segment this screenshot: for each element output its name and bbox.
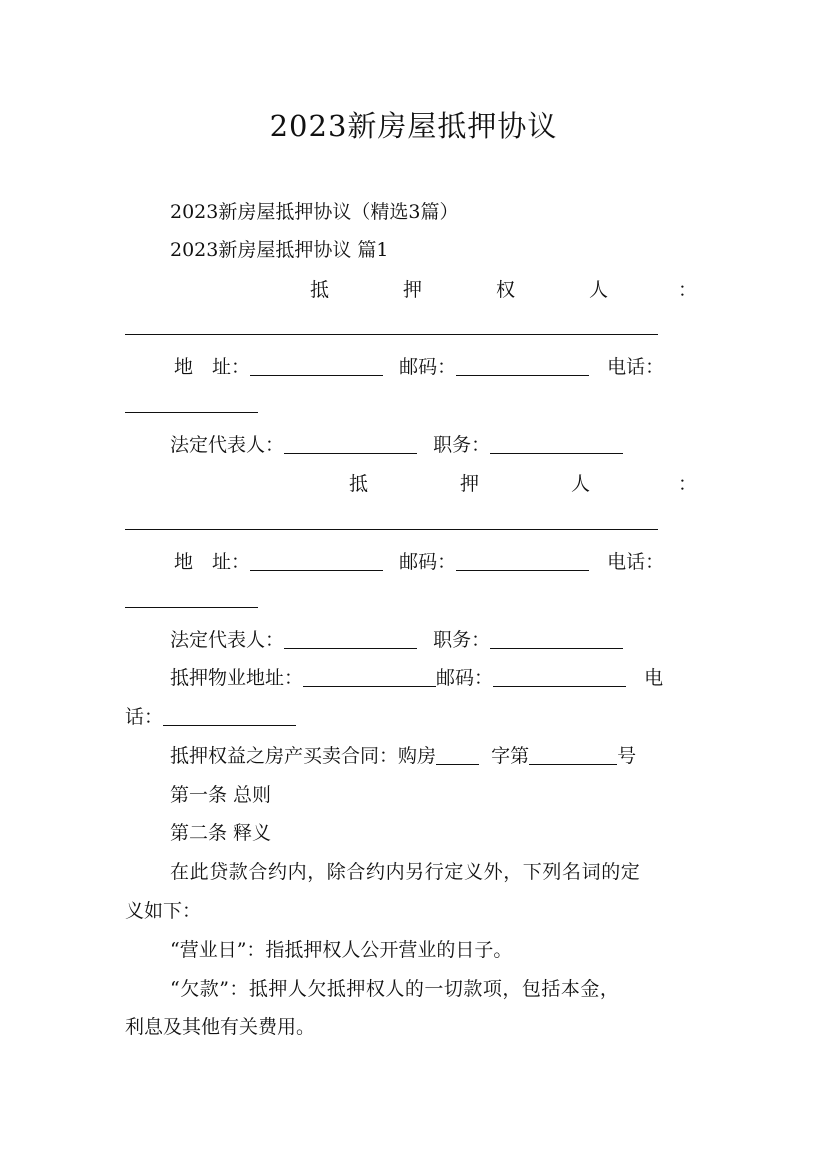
mortgagor-legal-line [170,627,623,653]
duty-label: 职务： [433,434,491,456]
phone-label: 电话： [607,356,665,378]
mortgagor-char-3: 人 [571,473,591,495]
address-blank-2 [250,551,383,571]
contract-blank-1 [436,745,479,765]
definition-line-2: 义如下： [125,900,202,922]
contract-line [170,743,636,769]
definition-line-1: 在此贷款合约内，除合约内另行定义外，下列名词的定 [170,861,641,883]
postcode-blank [456,356,589,376]
mortgagee-char-1: 抵 [310,279,330,301]
mortgagor-char-1: 抵 [349,473,369,495]
phone-blank-2 [125,607,258,608]
mortgagee-char-2: 押 [403,279,423,301]
term-business-day: “营业日”：指抵押权人公开营业的日子。 [170,939,513,961]
legal-rep-label-2: 法定代表人： [170,629,285,651]
duty-blank-2 [490,629,623,649]
mortgagee-blank-line [125,334,658,335]
property-postcode-label: 邮码： [436,667,494,689]
document-title: 2023新房屋抵押协议 [269,109,558,143]
mortgagor-colon: ： [678,473,698,495]
postcode-label: 邮码： [399,356,457,378]
phone-label-2: 电话： [607,551,665,573]
property-address-label: 抵押物业地址： [170,667,304,689]
intro-line: 2023新房屋抵押协议（精选3篇） [170,201,459,223]
property-address-blank [303,667,436,687]
article-2: 第二条 释义 [170,822,272,844]
mortgagee-legal-line [170,432,623,458]
phone-blank [125,412,258,413]
term-debt-line-2: 利息及其他有关费用。 [125,1016,316,1038]
address-blank [250,356,383,376]
mortgagee-address-line [174,354,664,380]
contract-label-2: 字第 [491,745,530,767]
postcode-label-2: 邮码： [399,551,457,573]
duty-label-2: 职务： [433,629,491,651]
duty-blank [490,434,623,454]
mortgagor-char-2: 押 [460,473,480,495]
mortgagee-char-3: 权 [496,279,516,301]
postcode-blank-2 [456,551,589,571]
property-phone-label-b: 话： [125,706,164,728]
term-debt-line-1: “欠款”：抵押人欠抵押权人的一切款项，包括本金， [170,978,620,1000]
mortgagor-blank-line [125,529,658,530]
property-phone-label-a: 电 [644,667,664,689]
contract-label-3: 号 [617,745,637,767]
article-1: 第一条 总则 [170,784,272,806]
address-label-2: 地 址： [174,551,251,573]
section-heading: 2023新房屋抵押协议 篇1 [170,239,389,261]
property-postcode-blank [493,667,626,687]
address-label: 地 址： [174,356,251,378]
mortgagor-address-line [174,549,664,575]
mortgagee-char-4: 人 [589,279,609,301]
property-phone-blank [163,706,296,726]
legal-rep-label: 法定代表人： [170,434,285,456]
property-address-line [170,665,663,691]
property-phone-line [125,704,296,730]
contract-label: 抵押权益之房产买卖合同：购房 [170,745,437,767]
legal-rep-blank [284,434,417,454]
mortgagee-colon: ： [678,279,698,301]
legal-rep-blank-2 [284,629,417,649]
contract-blank-2 [529,745,617,765]
